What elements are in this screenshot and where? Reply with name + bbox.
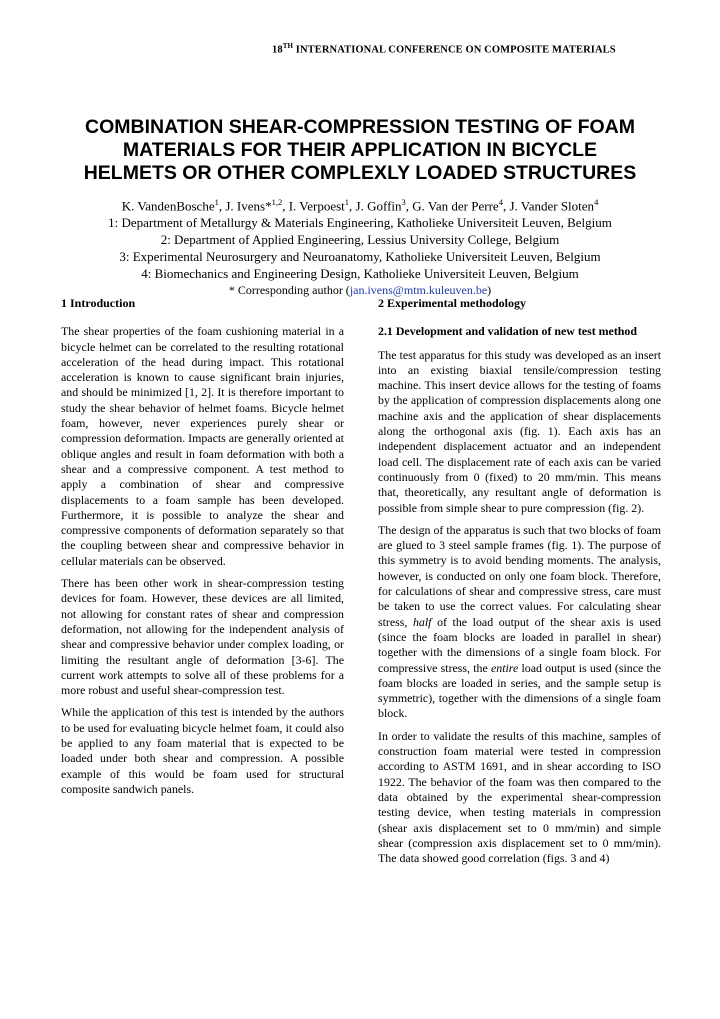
affiliation: 3: Experimental Neurosurgery and Neuroanatomy, Katholieke Universiteit Leuven, Belgium <box>119 249 601 265</box>
author-affiliation-mark: 3 <box>401 197 406 207</box>
conference-ordinal: TH <box>282 42 294 50</box>
author-name: J. Ivens* <box>225 198 272 214</box>
author-name: I. Verpoest <box>288 198 345 214</box>
left-column <box>61 296 344 804</box>
paragraph: In order to validate the results of this machine, samples of construction foam material were tested in compression according to ASTM 1691, and in shear according to ISO 1922. The behavior of the foam was then compared to the data obtained by the experimental shear-compression testing device, when testing materials in compression (shear axis displacement set to 0 mm/min) and simple shear (compression axis displacement set to 0 mm/min). The data showed good correlation (figs. 3 and 4) <box>378 728 661 866</box>
paragraph: The shear properties of the foam cushioning material in a bicycle helmet can be correlated to the resulting rotational acceleration of the head during impact. This rotational acceleration is known to cause significant brain injuries, and should be minimized [1, 2]. It is therefore important to study the shear behavior of helmet foams. Bicycle helmet foam, however, never experiences purely shear or compression deformation. Impacts are generally oriented at oblique angles and result in foam deformation with both a shear and a compressive component. A test method to apply a combination of shear and compressive displacements to a foam sample has been developed. Furthermore, it is possible to analyze the shear and compressive components of deformation separately so that the coupling between shear and compressive behavior in cellular materials can be observed. <box>61 324 344 568</box>
affiliation: 2: Department of Applied Engineering, Lessius University College, Belgium <box>160 232 560 248</box>
email-link[interactable]: jan.ivens@mtm.kuleuven.be <box>349 283 488 298</box>
author-affiliation-mark: 4 <box>498 197 503 207</box>
author-list: K. VandenBosche$^1$, J. Ivens*$^{1,2}$, I. Verpoest$^1$, J. Goffin$^3$, G. Van der Perre$^4$, J. Vander Sloten$^4$ <box>121 197 599 214</box>
author-block <box>0 194 720 299</box>
paragraph: There has been other work in shear-compression testing devices for foam. However, these devices are all limited, not allowing for constant rates of shear and compression deformation, not allowing for the independent analysis of shear and compressive behavior under complex loading, or limiting the resultant angle of deformation [3-6]. The current work attempts to solve all of these problems for a more robust and useful shear-compression test. <box>61 576 344 698</box>
author-name: K. VandenBosche <box>121 198 215 214</box>
paper-title <box>0 116 720 185</box>
section-heading-methodology: 2 Experimental methodology <box>378 296 526 310</box>
conference-name: INTERNATIONAL CONFERENCE ON COMPOSITE MATERIALS <box>293 44 616 56</box>
paragraph: The design of the apparatus is such that two blocks of foam are glued to 3 steel sample frames (fig. 1). The purpose of this symmetry is to avoid bending moments. The analysis, however, is conducted on only one foam block. Therefore, for calculations of shear and compressive stress, care must be taken to use the correct values. For calculating shear stress, half of the load output of the shear axis is used (since the foam blocks are loaded in parallel in shear) together with the dimensions of a single foam block. For compressive stress, the entire load output is used (since the foam blocks are loaded in series, and the sample setup is symmetric), together with the dimensions of a single foam block. <box>378 522 661 721</box>
author-name: J. Goffin <box>355 198 402 214</box>
author-affiliation-mark: 1 <box>344 197 350 207</box>
subsection-heading: 2.1 Development and validation of new test method <box>378 324 637 339</box>
affiliation: 4: Biomechanics and Engineering Design, Katholieke Universiteit Leuven, Belgium <box>141 266 579 282</box>
affiliation: 1: Department of Metallurgy & Materials Engineering, Katholieke Universiteit Leuven, Belgium <box>108 215 612 231</box>
conference-number: 18 <box>272 44 283 56</box>
author-name: G. Van der Perre <box>412 198 499 214</box>
title-line: HELMETS OR OTHER COMPLEXLY LOADED STRUCTURES <box>83 162 637 184</box>
paragraph: While the application of this test is intended by the authors to be used for evaluating bicycle helmet foam, it could also be applied to any foam material that is expected to be loaded under both shear and compression. A possible example of this would be foam used for structural composite sandwich panels. <box>61 705 344 796</box>
corresponding-author: * Corresponding author (jan.ivens@mtm.kuleuven.be) <box>228 283 492 298</box>
emphasis: entire <box>490 660 519 675</box>
emphasis: half <box>412 614 432 629</box>
author-affiliation-mark: 1 <box>214 197 219 207</box>
section-heading-introduction: 1 Introduction <box>61 296 136 310</box>
title-line: MATERIALS FOR THEIR APPLICATION IN BICYCLE <box>122 139 598 161</box>
author-affiliation-mark: 4 <box>594 197 599 207</box>
right-column <box>378 296 661 873</box>
author-name: J. Vander Sloten <box>509 198 595 214</box>
paragraph: The test apparatus for this study was developed as an insert into an existing biaxial tensile/compression testing machine. This insert device allows for the testing of foams by the application of compression displacements along one machine axis and the application of shear displacements along the orthogonal axis (fig. 1). Each axis has an independent displacement actuator and an independent load cell. The displacement rate of each axis can be varied continuously from 0 (fixed) to 20 mm/min. This means that, theoretically, any resultant angle of deformation is possible from simple shear to pure compression (fig. 2). <box>378 347 661 515</box>
author-affiliation-mark: 1,2 <box>271 197 283 207</box>
title-line: COMBINATION SHEAR-COMPRESSION TESTING OF FOAM <box>85 116 635 138</box>
